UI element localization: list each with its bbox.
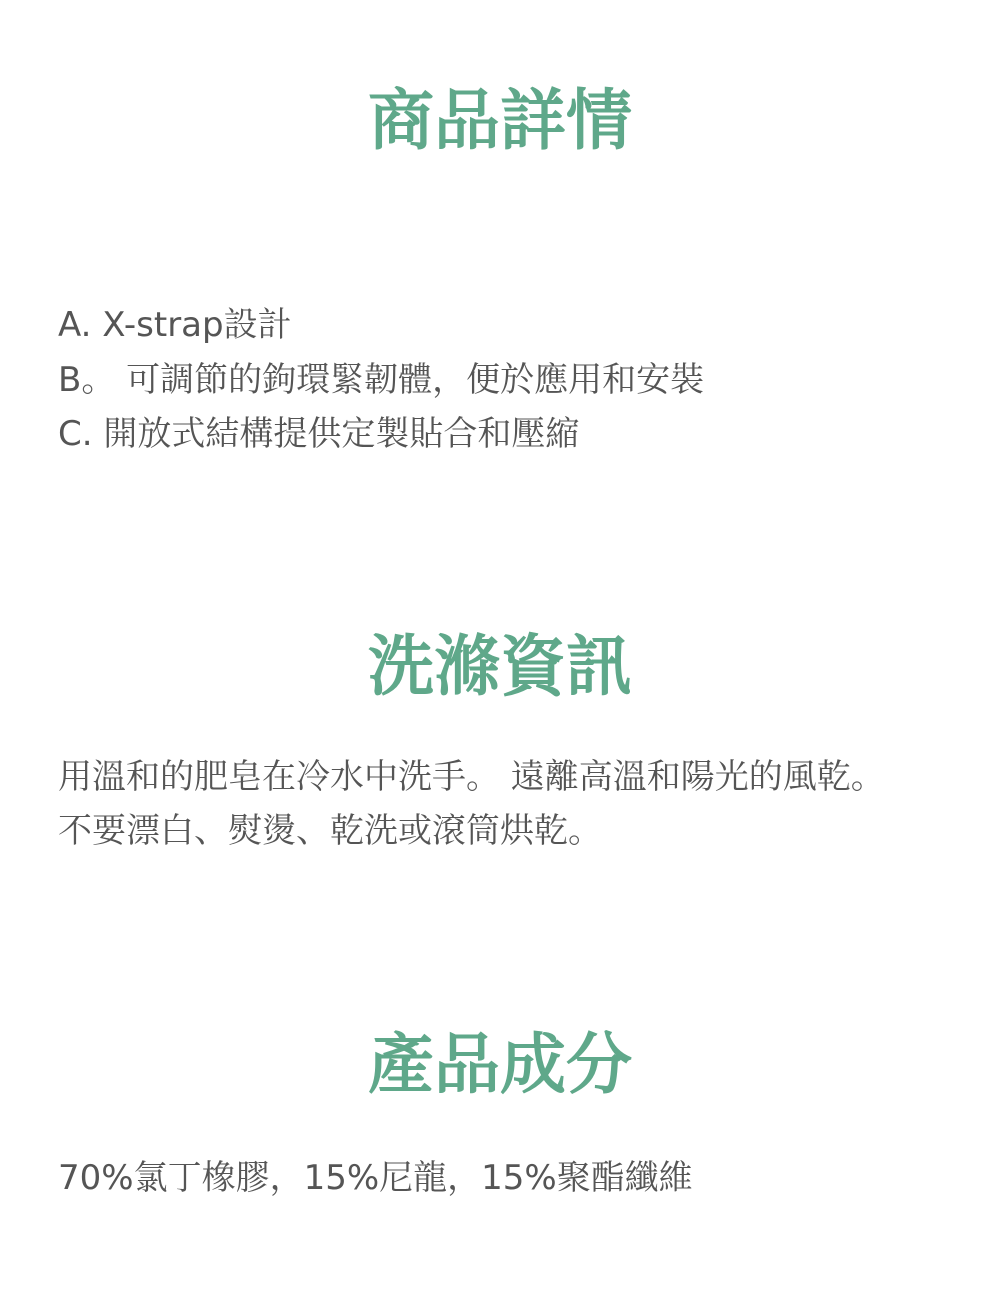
materials-heading: 產品成分 [368, 1026, 632, 1103]
washing-line-1: 用溫和的肥皂在冷水中洗手。 遠離高溫和陽光的風乾。 [58, 757, 885, 797]
washing-line-2: 不要漂白、熨燙、乾洗或滾筒烘乾。 [58, 811, 602, 851]
details-line-a: A. X-strap設計 [58, 305, 292, 345]
details-heading: 商品詳情 [368, 82, 632, 159]
materials-line: 70%氯丁橡膠，15%尼龍，15%聚酯纖維 [58, 1158, 693, 1198]
details-line-b: B。 可調節的鉤環緊韌體，便於應用和安裝 [58, 360, 705, 400]
details-line-c: C. 開放式結構提供定製貼合和壓縮 [58, 414, 580, 454]
washing-heading: 洗滌資訊 [368, 628, 632, 705]
